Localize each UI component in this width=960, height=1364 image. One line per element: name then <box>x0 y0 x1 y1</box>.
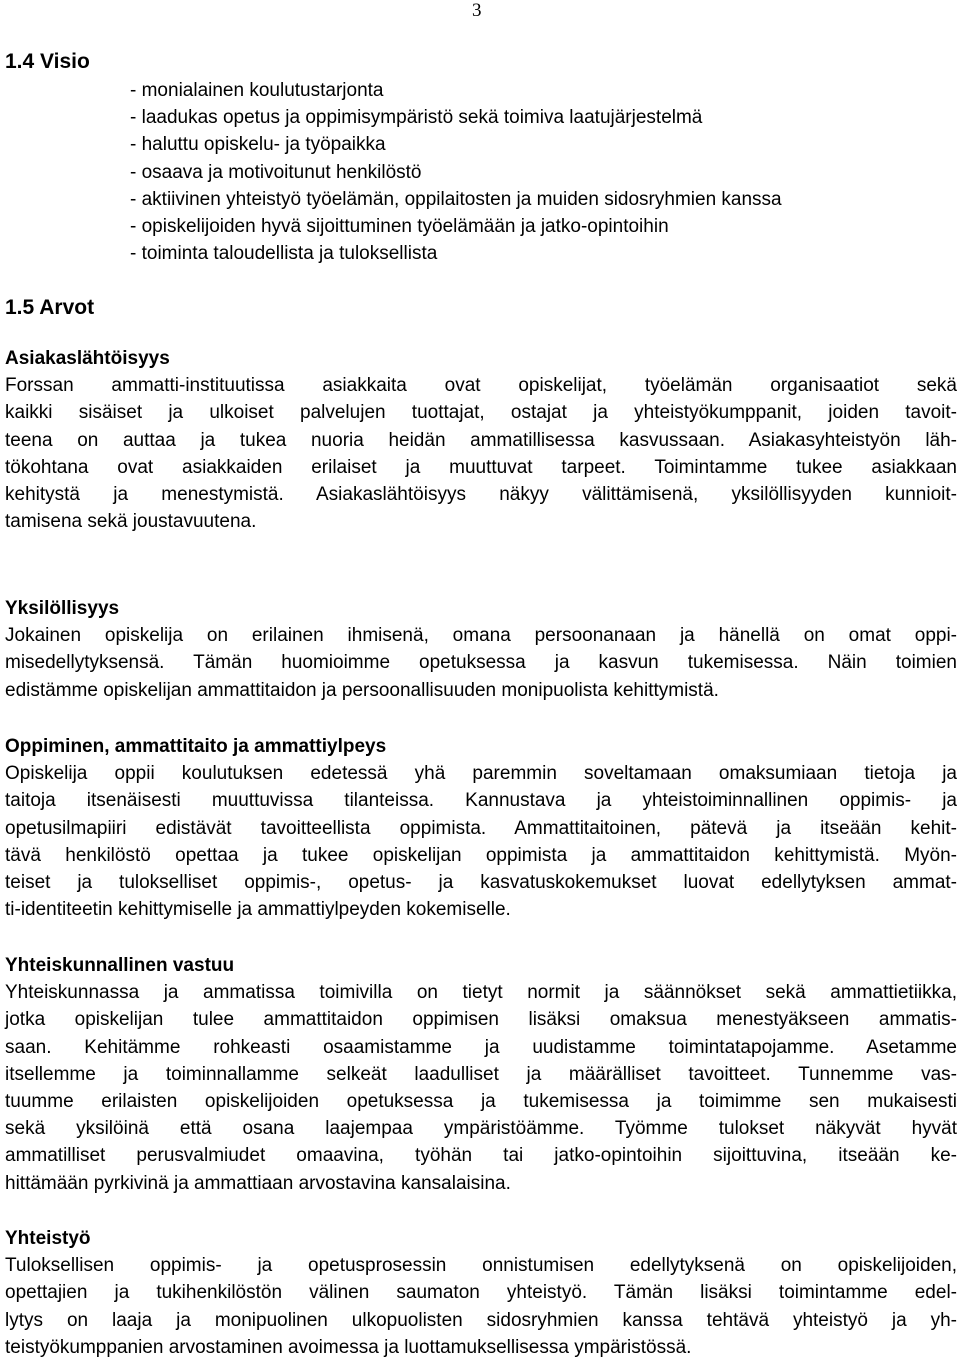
value-paragraph <box>5 760 957 923</box>
paragraph-line: kaikki sisäiset ja ulkoiset palvelujen tuottajat, ostajat ja yhteistyökumppanit, joiden tavoit- <box>5 402 957 424</box>
vision-item: - osaava ja motivoitunut henkilöstö <box>130 161 422 183</box>
paragraph-line: edistämme opiskelijan ammattitaidon ja persoonallisuuden monipuolista kehittymistä. <box>5 679 719 701</box>
paragraph-line: tuumme erilaisten opiskelijoiden opetuksessa ja tukemisessa ja toimimme sen mukaisesti <box>5 1091 957 1113</box>
paragraph-line: tökohtana ovat asiakkaiden erilaiset ja muuttuvat tarpeet. Toimintamme tukee asiakkaan <box>5 456 957 478</box>
value-block-oppiminen <box>5 733 957 923</box>
vision-item: - toiminta taloudellista ja tuloksellista <box>130 243 438 265</box>
paragraph-line: tävä henkilöstö opettaa ja tukee opiskelijan oppimista ja ammattitaidon kehittymistä. Myön- <box>5 844 957 866</box>
paragraph-line: tamisena sekä joustavuutena. <box>5 511 257 533</box>
value-title: Oppiminen, ammattitaito ja ammattiylpeys <box>5 736 387 757</box>
paragraph-line: itsellemme ja toiminnallamme selkeät laadulliset ja määrälliset tavoitteet. Tunnemme vas- <box>5 1063 957 1085</box>
value-paragraph <box>5 1252 957 1361</box>
paragraph-line: saan. Kehitämme rohkeasti osaamistamme ja uudistamme toimintatapojamme. Asetamme <box>5 1036 957 1058</box>
vision-item: - laadukas opetus ja oppimisympäristö sekä toimiva laatujärjestelmä <box>130 107 703 129</box>
paragraph-line: Opiskelija oppii koulutuksen edetessä yhä paremmin soveltamaan omaksumiaan tietoja ja <box>5 763 957 785</box>
paragraph-line: lytys on laaja ja monipuolinen ulkopuolisten sidosryhmien kanssa tehtävä yhteistyö ja yh- <box>5 1309 957 1331</box>
paragraph-line: Jokainen opiskelija on erilainen ihmisenä, omana persoonanaan ja hänellä on omat oppi- <box>5 625 957 647</box>
value-paragraph <box>5 979 957 1197</box>
value-block-yksilollisyys <box>5 595 957 704</box>
values-heading: 1.5 Arvot <box>5 296 95 319</box>
paragraph-line: misedellytyksensä. Tämän huomioimme opetuksessa ja kasvun tukemisessa. Näin toimien <box>5 652 957 674</box>
paragraph-line: Forssan ammatti-instituutissa asiakkaita ovat opiskelijat, työelämän organisaatiot sekä <box>5 375 957 397</box>
value-block-yhteistyo <box>5 1225 957 1361</box>
paragraph-line: opettajien ja tukihenkilöstön välinen saumaton yhteistyö. Tämän lisäksi toimintamme edel- <box>5 1282 957 1304</box>
paragraph-line: taitoja itsenäisesti muuttuvissa tilanteissa. Kannustava ja yhteistoiminnallinen oppimis- ja <box>5 790 957 812</box>
vision-item: - monialainen koulutustarjonta <box>130 80 384 101</box>
value-title: Asiakaslähtöisyys <box>5 348 170 369</box>
paragraph-line: teistyökumppanien arvostaminen avoimessa ja luottamuksellisessa ympäristössä. <box>5 1336 692 1358</box>
vision-item: - haluttu opiskelu- ja työpaikka <box>130 134 386 156</box>
paragraph-line: kehitystä ja menestymistä. Asiakaslähtöisyys näkyy välittämisenä, yksilöllisyyden kunnioit- <box>5 484 957 506</box>
value-paragraph <box>5 372 957 535</box>
paragraph-line: hittämään pyrkivinä ja ammattiaan arvostavina kansalaisina. <box>5 1172 511 1194</box>
value-block-asiakaslahtoisyys <box>5 345 957 535</box>
paragraph-line: Yhteiskunnassa ja ammatissa toimivilla on tietyt normit ja säännökset sekä ammattietiikka, <box>5 982 957 1004</box>
paragraph-line: teiset ja tulokselliset oppimis-, opetus- ja kasvatuskokemukset luovat edellytyksen ammat- <box>5 872 957 894</box>
vision-item: - aktiivinen yhteistyö työelämän, oppilaitosten ja muiden sidosryhmien kanssa <box>130 188 782 210</box>
paragraph-line: ammatilliset perusvalmiudet omaavina, työhän tai jatko-opintoihin sijoittuvina, itseään ke- <box>5 1145 957 1167</box>
page-number: 3 <box>472 0 482 21</box>
vision-heading: 1.4 Visio <box>5 50 90 73</box>
value-paragraph <box>5 622 957 704</box>
paragraph-line: opetusilmapiiri edistävät tavoitteellista oppimista. Ammattitaitoinen, pätevä ja itseään kehit- <box>5 817 957 839</box>
paragraph-line: ti-identiteetin kehittymiselle ja ammattiylpeyden kokemiselle. <box>5 899 511 921</box>
paragraph-line: teena on auttaa ja tukea nuoria heidän ammatillisessa kasvussaan. Asiakasyhteistyön läh- <box>5 429 957 451</box>
value-block-yhteiskunnallinen-vastuu <box>5 952 957 1197</box>
paragraph-line: Tuloksellisen oppimis- ja opetusprosessin onnistumisen edellytyksenä on opiskelijoiden, <box>5 1255 957 1277</box>
value-title: Yhteistyö <box>5 1228 91 1249</box>
value-title: Yksilöllisyys <box>5 598 120 619</box>
vision-item: - opiskelijoiden hyvä sijoittuminen työelämään ja jatko-opintoihin <box>130 216 669 238</box>
paragraph-line: sekä yksilöinä että osana laajempaa ympäristöämme. Työmme tulokset näkyvät hyvät <box>5 1118 957 1140</box>
paragraph-line: jotka opiskelijan tulee ammattitaidon oppimisen lisäksi omaksua menestyäkseen ammatis- <box>5 1009 957 1031</box>
value-title: Yhteiskunnallinen vastuu <box>5 955 235 976</box>
vision-list <box>130 77 782 267</box>
